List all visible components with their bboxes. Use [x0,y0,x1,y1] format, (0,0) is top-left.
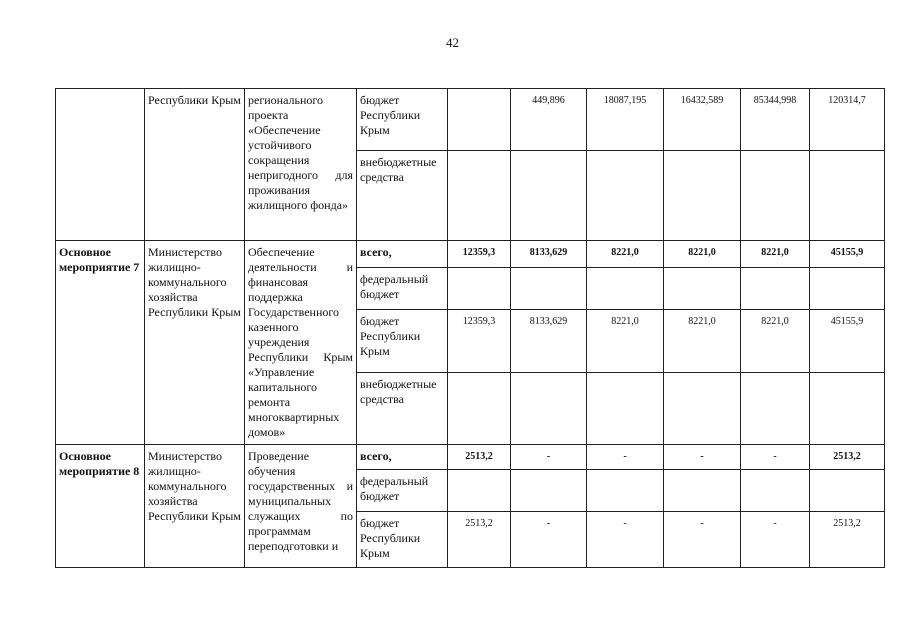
value-cell: - [587,512,664,568]
value-cell [810,470,885,512]
value-cell [741,373,810,445]
value-cell: 8221,0 [587,310,664,373]
value-cell: 449,896 [511,89,587,151]
value-cell [511,373,587,445]
value-cell: 12359,3 [448,241,511,268]
value-cell: 45155,9 [810,310,885,373]
value-cell: 2513,2 [448,445,511,470]
value-cell [511,268,587,310]
value-cell [448,151,511,241]
value-cell [810,268,885,310]
source-cell: федеральный бюджет [357,268,448,310]
value-cell: 8221,0 [587,241,664,268]
value-cell: 2513,2 [448,512,511,568]
executor-cell: Министерство жилищно-коммунального хозяйства Республики Крым [145,241,245,445]
value-cell [587,268,664,310]
value-cell [810,373,885,445]
value-cell: 120314,7 [810,89,885,151]
source-cell: бюджет Республики Крым [357,512,448,568]
program-financing-table [55,88,885,568]
value-cell [741,470,810,512]
value-cell: 8221,0 [664,241,741,268]
value-cell [448,268,511,310]
value-cell: 45155,9 [810,241,885,268]
value-cell: 85344,998 [741,89,810,151]
value-cell: 2513,2 [810,445,885,470]
event-description-cell: регионального проекта «Обеспечение устойчивого сокращения непригодного для проживания жилищного фонда» [245,89,357,241]
value-cell [741,268,810,310]
value-cell: 18087,195 [587,89,664,151]
value-cell: - [664,445,741,470]
value-cell [511,470,587,512]
event-label-cell: Основное мероприятие 8 [56,445,145,568]
table-row [56,89,885,151]
source-cell: внебюджетные средства [357,373,448,445]
value-cell [448,373,511,445]
value-cell: - [511,512,587,568]
value-cell [448,89,511,151]
source-cell: внебюджетные средства [357,151,448,241]
source-cell: бюджет Республики Крым [357,89,448,151]
value-cell [448,470,511,512]
page-number: 42 [446,35,459,50]
value-cell [810,151,885,241]
event-label-cell: Основное мероприятие 7 [56,241,145,445]
executor-cell: Министерство жилищно-коммунального хозяйства Республики Крым [145,445,245,568]
value-cell [664,268,741,310]
value-cell: 8221,0 [664,310,741,373]
table-row [56,241,885,268]
value-cell: 8221,0 [741,310,810,373]
value-cell: - [664,512,741,568]
value-cell [664,470,741,512]
value-cell: 2513,2 [810,512,885,568]
source-cell: всего, [357,445,448,470]
value-cell [511,151,587,241]
value-cell: 12359,3 [448,310,511,373]
value-cell: - [741,512,810,568]
event-description-cell: Обеспечение деятельности и финансовая поддержка Государственного казенного учреждения Республики Крым «Управление капитального ремонта многоквартирных домов» [245,241,357,445]
value-cell [664,373,741,445]
source-cell: всего, [357,241,448,268]
event-description-cell: Проведение обучения государственных и муниципальных служащих по программам переподготовки и [245,445,357,568]
value-cell: - [587,445,664,470]
value-cell [587,151,664,241]
value-cell [587,470,664,512]
value-cell: - [511,445,587,470]
value-cell: - [741,445,810,470]
value-cell: 8133,629 [511,310,587,373]
executor-cell: Республики Крым [145,89,245,241]
value-cell [741,151,810,241]
table-row [56,445,885,470]
value-cell: 8133,629 [511,241,587,268]
event-label-cell [56,89,145,241]
source-cell: бюджет Республики Крым [357,310,448,373]
value-cell: 8221,0 [741,241,810,268]
value-cell [664,151,741,241]
value-cell [587,373,664,445]
value-cell: 16432,589 [664,89,741,151]
source-cell: федеральный бюджет [357,470,448,512]
